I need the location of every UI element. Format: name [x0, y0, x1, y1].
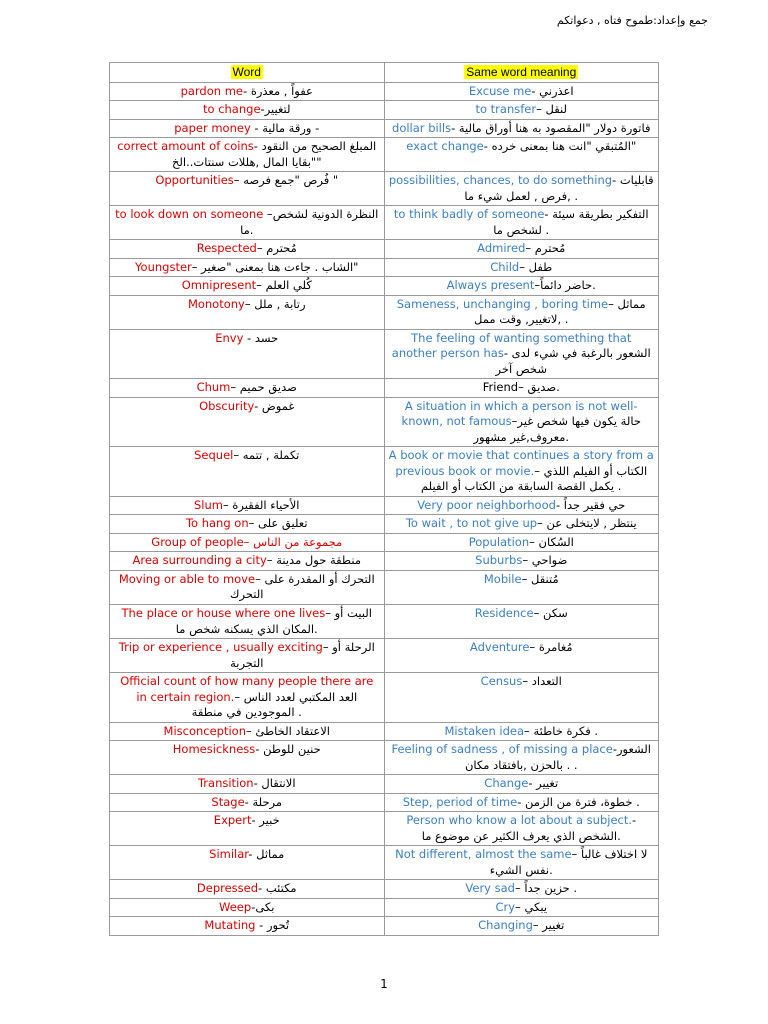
meaning-cell [384, 240, 659, 259]
word-cell [110, 447, 385, 497]
arabic-translation: - [311, 120, 320, 135]
word-cell [110, 379, 385, 398]
word-cell [110, 119, 385, 138]
word-cell-content [114, 535, 380, 551]
english-meaning: Adventure [469, 640, 530, 655]
word-cell-content [114, 399, 380, 415]
meaning-cell-content [389, 241, 655, 257]
arabic-translation: –النظرة الدونية لشخص ما. [240, 207, 379, 237]
table-row [110, 240, 659, 259]
table-row [110, 793, 659, 812]
word-cell [110, 240, 385, 259]
arabic-translation: – الشاب . جاءت هنا بمعنى "صغير" [191, 259, 359, 274]
word-cell-content [114, 776, 380, 792]
english-meaning: Feeling of sadness , of missing a place [391, 742, 613, 757]
english-meaning: Child [490, 259, 520, 274]
word-cell [110, 639, 385, 673]
english-meaning: To wait , to not give up [405, 516, 538, 531]
word-cell [110, 277, 385, 296]
word-cell [110, 604, 385, 638]
english-word: pardon me [180, 83, 243, 98]
arabic-translation: - تغيير [528, 776, 559, 791]
word-cell [110, 741, 385, 775]
word-cell [110, 917, 385, 936]
arabic-translation: – ينتظر , لايتخلى عن [537, 516, 637, 531]
word-cell [110, 329, 385, 379]
arabic-translation: – لنقل [536, 102, 568, 117]
english-meaning: A book or movie that continues a story from a previous book or movie. [388, 448, 654, 478]
meaning-cell [384, 82, 659, 101]
meaning-cell [384, 639, 659, 673]
word-cell [110, 397, 385, 447]
meaning-cell-content [389, 331, 655, 378]
arabic-translation: – مُحترم [256, 241, 297, 256]
arabic-translation: – فُرص "جمع فرصه " [233, 173, 339, 188]
word-cell-content [114, 640, 380, 671]
column-header-meaning-label: Same word meaning [466, 65, 577, 79]
meaning-cell [384, 258, 659, 277]
arabic-translation: – تكملة , تتمه [233, 448, 300, 463]
arabic-translation: – السُكان [529, 534, 574, 549]
arabic-translation: - حي فقير جداً [555, 497, 626, 512]
english-word: Expert [213, 813, 252, 828]
word-cell [110, 82, 385, 101]
meaning-cell [384, 138, 659, 172]
word-cell [110, 552, 385, 571]
table-row [110, 552, 659, 571]
table-row [110, 533, 659, 552]
word-cell-content [114, 380, 380, 396]
word-cell [110, 206, 385, 240]
meaning-cell [384, 673, 659, 723]
word-cell-content [114, 724, 380, 740]
english-meaning: Census [480, 674, 523, 689]
meaning-cell [384, 515, 659, 534]
meaning-cell [384, 898, 659, 917]
word-cell [110, 812, 385, 846]
arabic-translation: - تُحور [255, 918, 290, 933]
word-cell [110, 101, 385, 120]
arabic-translation: - مكتئب [258, 881, 297, 896]
english-word: Trip or experience , usually exciting [118, 640, 323, 655]
english-meaning: Residence [474, 605, 534, 620]
meaning-cell [384, 496, 659, 515]
table-row [110, 496, 659, 515]
word-cell [110, 570, 385, 604]
word-cell [110, 138, 385, 172]
arabic-translation: – صديق. [518, 380, 560, 395]
english-meaning: Changing [478, 918, 533, 933]
table-row [110, 258, 659, 277]
arabic-translation: - خطوة، فترة من الزمن . [517, 794, 640, 809]
meaning-cell-content [389, 260, 655, 276]
english-word: Weep [219, 899, 252, 914]
meaning-cell [384, 570, 659, 604]
table-row [110, 604, 659, 638]
arabic-translation: – الاعتقاد الخاطئ [246, 723, 330, 738]
meaning-cell-content [389, 278, 655, 294]
table-row [110, 775, 659, 794]
meaning-cell [384, 397, 659, 447]
table-row [110, 515, 659, 534]
arabic-translation: – مماثل ,لاتغيير, وقت ممل . [474, 296, 646, 327]
meaning-cell [384, 533, 659, 552]
meaning-cell-content [389, 399, 655, 446]
word-cell [110, 880, 385, 899]
english-meaning: Person who know a lot about a subject. [406, 813, 633, 828]
meaning-cell-content [389, 173, 655, 204]
english-word: Sequel [194, 448, 234, 463]
word-cell [110, 846, 385, 880]
word-cell-content [114, 516, 380, 532]
english-word: Homesickness [172, 742, 256, 757]
word-cell [110, 496, 385, 515]
meaning-cell [384, 101, 659, 120]
arabic-translation: – لا اختلاف غالباً نفس الشيء. [489, 847, 648, 877]
arabic-translation: – البيت أو المكان الذي يسكنه شخص ما. [175, 605, 372, 636]
word-cell-content [114, 121, 380, 137]
meaning-cell-content [389, 448, 655, 495]
meaning-cell-content [389, 553, 655, 569]
english-meaning: A situation in which a person is not well-known, not famous [401, 398, 638, 429]
english-word: Similar [209, 847, 249, 862]
english-meaning: Not different, almost the same [395, 847, 572, 862]
meaning-cell-content [389, 606, 655, 622]
meaning-cell-content [389, 102, 655, 118]
table-row [110, 880, 659, 899]
english-word: Opportunities [155, 173, 234, 188]
table-body [110, 82, 659, 935]
english-word: Area surrounding a city [132, 553, 267, 568]
word-cell-content [114, 448, 380, 464]
meaning-cell [384, 793, 659, 812]
meaning-cell [384, 775, 659, 794]
english-word: Envy [215, 330, 244, 345]
meaning-cell [384, 604, 659, 638]
word-cell-content [114, 331, 380, 347]
english-meaning: Mobile [483, 571, 522, 586]
arabic-translation: – صديق حميم [230, 380, 297, 395]
arabic-translation: – مُغامرة [529, 640, 573, 655]
english-meaning: Change [484, 776, 529, 791]
meaning-cell [384, 119, 659, 138]
arabic-translation: -الشعور بالحزن ,بافتقاد مكان . . [464, 742, 652, 772]
arabic-translation: - التفكير بطريقة سيئة لشخص ما . [493, 207, 649, 237]
table-row [110, 917, 659, 936]
arabic-translation: – تعليق على [248, 516, 308, 531]
arabic-translation: – الكتاب أو الفيلم اللذي يكمل القصة السابقة من الكتاب أو الفيلم . [421, 463, 648, 494]
word-cell [110, 172, 385, 206]
table-header-row [110, 63, 659, 83]
arabic-translation: - مماثل [248, 847, 285, 862]
english-meaning: Cry [495, 899, 516, 914]
english-word: to look down on someone [115, 207, 264, 222]
meaning-cell [384, 295, 659, 329]
english-meaning: Step, period of time [402, 794, 518, 809]
english-word: Mutating [204, 918, 256, 933]
meaning-cell [384, 172, 659, 206]
meaning-cell-content [389, 918, 655, 934]
meaning-cell-content [389, 776, 655, 792]
table-row [110, 277, 659, 296]
meaning-cell-content [389, 516, 655, 532]
table-row [110, 812, 659, 846]
word-cell-content [114, 553, 380, 569]
english-word: – مجموعة من الناس [243, 534, 343, 549]
meaning-cell-content [389, 139, 655, 155]
word-cell [110, 533, 385, 552]
english-word: Moving or able to move [118, 571, 256, 586]
arabic-translation: - مرحلة [244, 794, 283, 809]
arabic-translation: – يبكي [515, 899, 548, 914]
english-word: Chum [196, 380, 231, 395]
word-cell-content [114, 881, 380, 897]
arabic-translation: - الشعور بالرغبة في شيء لدى شخص آخر [495, 346, 651, 376]
meaning-cell [384, 329, 659, 379]
arabic-translation: - فاتورة دولار "المقصود به هنا أوراق مالية [451, 120, 651, 135]
english-meaning: The feeling of wanting something that another person has [391, 330, 632, 361]
meaning-cell [384, 552, 659, 571]
meaning-cell [384, 447, 659, 497]
page-number: 1 [380, 977, 388, 991]
word-cell [110, 673, 385, 723]
meaning-cell-content [389, 380, 655, 396]
english-word: Obscurity [199, 398, 255, 413]
arabic-translation: - المبلغ الصحيح من النقود "بقايا المال ,هللات سنتات..الخ" [171, 139, 377, 169]
table-row [110, 898, 659, 917]
word-cell-content [114, 795, 380, 811]
meaning-cell-content [389, 847, 655, 878]
table-row [110, 101, 659, 120]
word-cell-content [114, 241, 380, 257]
arabic-translation: - حنين للوطن [255, 742, 321, 757]
english-word: Official count of how many people there are in certain region. [120, 674, 374, 704]
table-row [110, 722, 659, 741]
arabic-translation: – التحرك أو المقدرة على التحرك [230, 571, 375, 602]
arabic-translation: – مُتنقل [521, 571, 559, 586]
arabic-translation: – الرحلة أو التجربة [230, 640, 375, 670]
arabic-translation: – طفل [519, 259, 553, 274]
word-cell [110, 775, 385, 794]
english-meaning: Suburbs [475, 553, 523, 568]
word-cell-content [114, 102, 380, 118]
meaning-cell-content [389, 742, 655, 773]
word-cell-content [114, 742, 380, 758]
arabic-translation: – العد المكتبي لعدد الناس الموجودين في منطقة . [191, 689, 358, 720]
meaning-cell-content [389, 207, 655, 238]
english-word: Respected [196, 241, 257, 256]
word-cell-content [114, 139, 380, 170]
arabic-translation: – سكن [533, 605, 568, 620]
meaning-cell-content [389, 498, 655, 514]
arabic-translation: - الانتقال [253, 776, 296, 791]
arabic-translation: - غموض [254, 398, 295, 413]
english-meaning: Excuse me [468, 83, 532, 98]
word-cell-content [114, 813, 380, 829]
table-row [110, 673, 659, 723]
english-word: Monotony [187, 296, 245, 311]
word-cell-content [114, 173, 380, 189]
english-word: Omnipresent [181, 278, 257, 293]
meaning-cell [384, 722, 659, 741]
table-row [110, 379, 659, 398]
english-meaning: Very sad [465, 881, 515, 896]
table-row [110, 119, 659, 138]
english-meaning: exact change [406, 139, 484, 154]
arabic-translation: –حاضر دائماً. [534, 278, 596, 293]
word-cell-content [114, 674, 380, 721]
arabic-translation: – كُلي العلم [256, 278, 312, 293]
meaning-cell [384, 812, 659, 846]
arabic-translation: - قابليات ,فرص , لعمل شيء ما . [464, 173, 654, 203]
table-row [110, 329, 659, 379]
arabic-translation: -بكى [251, 899, 275, 914]
vocabulary-table [109, 62, 659, 936]
meaning-cell-content [389, 881, 655, 897]
arabic-translation: Friend [482, 380, 519, 395]
meaning-cell-content [389, 84, 655, 100]
meaning-cell-content [389, 640, 655, 656]
column-header-meaning [384, 63, 659, 83]
english-meaning: Very poor neighborhood [417, 497, 556, 512]
english-word: Depressed [196, 881, 259, 896]
meaning-cell-content [389, 900, 655, 916]
table-row [110, 82, 659, 101]
word-cell-content [114, 498, 380, 514]
english-meaning: to think badly of someone [393, 207, 545, 222]
table-row [110, 639, 659, 673]
english-meaning: Always present [446, 278, 535, 293]
arabic-translation: – منطقة حول مدينة [266, 553, 361, 568]
word-cell [110, 722, 385, 741]
meaning-cell-content [389, 674, 655, 690]
english-word: correct amount of coins [117, 139, 254, 154]
table-row [110, 172, 659, 206]
english-word: paper money [174, 120, 251, 135]
english-word: Misconception [163, 723, 246, 738]
column-header-word [110, 63, 385, 83]
word-cell-content [114, 900, 380, 916]
english-meaning: Mistaken idea [444, 723, 525, 738]
meaning-cell [384, 846, 659, 880]
arabic-translation: –حالة يكون فيها شخص غير معروف,غير مشهور. [473, 414, 641, 444]
english-word: The place or house where one lives [121, 605, 326, 620]
word-cell [110, 898, 385, 917]
english-word: Youngster [135, 259, 192, 274]
meaning-cell-content [389, 724, 655, 740]
arabic-translation: - حسد [243, 330, 279, 345]
word-cell [110, 258, 385, 277]
english-word: Group of people [151, 534, 244, 549]
meaning-cell-content [389, 535, 655, 551]
meaning-cell [384, 880, 659, 899]
arabic-translation: - عفواً , معذرة [243, 83, 313, 98]
arabic-translation: – حزين جداً . [514, 881, 578, 896]
word-cell [110, 295, 385, 329]
word-cell-content [114, 847, 380, 863]
meaning-cell [384, 206, 659, 240]
english-meaning: Population [468, 534, 530, 549]
english-word: Slum [194, 497, 223, 512]
table-row [110, 570, 659, 604]
word-cell-content [114, 278, 380, 294]
table-row [110, 295, 659, 329]
table-row [110, 846, 659, 880]
meaning-cell-content [389, 121, 655, 137]
arabic-translation: – مُحترم [525, 241, 566, 256]
meaning-cell [384, 741, 659, 775]
arabic-translation: - اعذرني [531, 83, 574, 98]
column-header-word-label: Word [232, 65, 261, 79]
table-row [110, 206, 659, 240]
arabic-translation: – التعداد [522, 674, 562, 689]
table-row [110, 397, 659, 447]
english-word: Transition [197, 776, 254, 791]
english-meaning: to transfer [475, 102, 537, 117]
word-cell-content [114, 918, 380, 934]
word-cell [110, 793, 385, 812]
arabic-translation: – الأحياء الفقيرة [223, 497, 300, 512]
meaning-cell [384, 277, 659, 296]
word-cell-content [114, 260, 380, 276]
meaning-cell [384, 379, 659, 398]
arabic-translation: – ضواحي [522, 553, 568, 568]
word-cell-content [114, 84, 380, 100]
arabic-translation: -الشخص الذي يعرف الكثير عن موضوع ما. [421, 813, 637, 843]
meaning-cell-content [389, 795, 655, 811]
english-word: Stage [211, 794, 245, 809]
arabic-translation: - خبير [251, 813, 280, 828]
arabic-translation: – رتابة , ملل [244, 296, 306, 311]
english-meaning: possibilities, chances, to do something [388, 173, 613, 188]
arabic-translation: – تغيير [532, 918, 565, 933]
english-meaning: dollar bills [392, 120, 452, 135]
word-cell [110, 515, 385, 534]
english-meaning: Admired [477, 241, 526, 256]
word-cell-content [114, 572, 380, 603]
table-row [110, 138, 659, 172]
word-cell-content [114, 207, 380, 238]
english-word: To hang on [185, 516, 249, 531]
meaning-cell-content [389, 813, 655, 844]
arabic-translation: - المُتبقي "انت هنا بمعنى خرده" [483, 139, 637, 154]
meaning-cell-content [389, 572, 655, 588]
arabic-translation: -لتغيير [260, 102, 291, 117]
word-cell-content [114, 606, 380, 637]
meaning-cell [384, 917, 659, 936]
document-header: جمع وإعداد:طموح فتاه , دعواتكم [556, 14, 708, 27]
english-meaning: Sameness, unchanging , boring time [396, 296, 609, 311]
table-row [110, 741, 659, 775]
meaning-cell-content [389, 297, 655, 328]
table-row [110, 447, 659, 497]
arabic-translation: – فكرة خاطئة . [524, 723, 599, 738]
english-word: to change [203, 102, 261, 117]
word-cell-content [114, 297, 380, 313]
arabic-translation: - ورقة مالية [250, 120, 312, 135]
